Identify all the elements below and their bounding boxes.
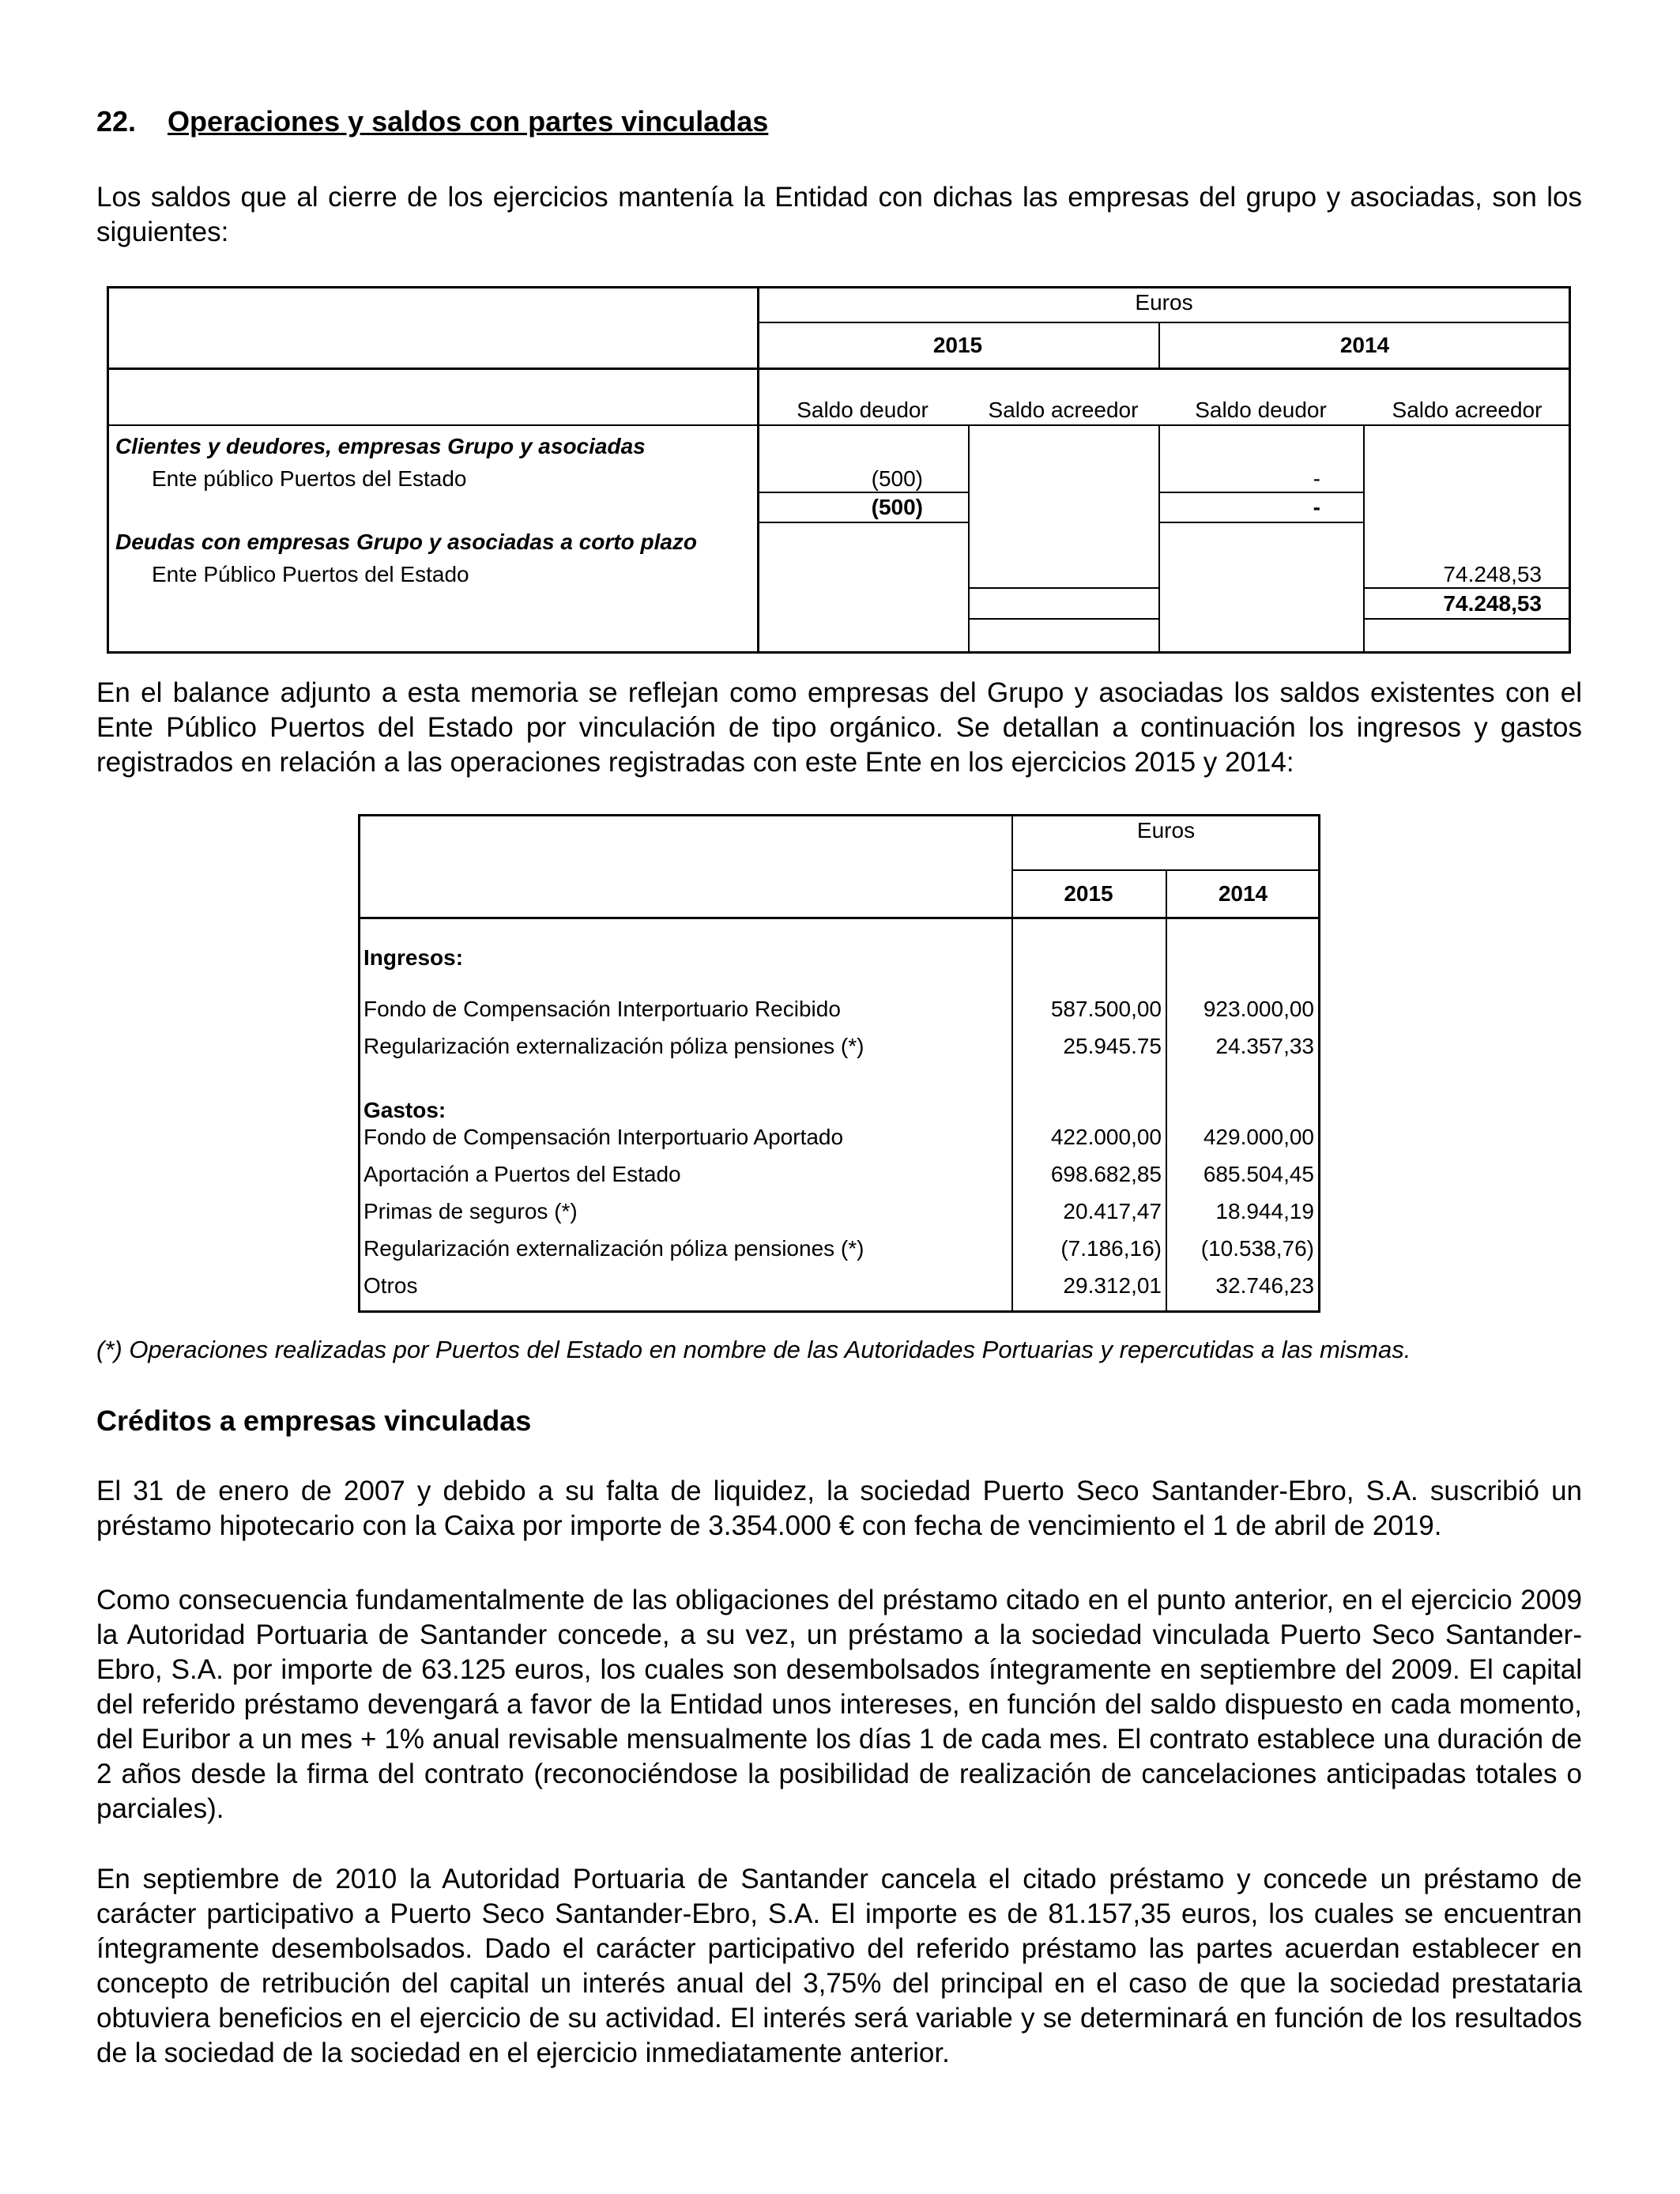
t2-year-2014: 2014	[1218, 881, 1268, 906]
table-row-value: 18.944,19	[1215, 1199, 1314, 1223]
t1-row-label: Ente público Puertos del Estado	[152, 466, 467, 491]
table-row-label: Regularización externalización póliza pensiones (*)	[363, 1236, 864, 1261]
t1-col-header: Saldo deudor	[1195, 398, 1327, 422]
t1-col-header: Saldo acreedor	[1392, 398, 1543, 422]
paragraph: En septiembre de 2010 la Autoridad Portuaria de Santander cancela el citado préstamo y concede un préstamo de carácter participativo a Puerto Seco Santander-Ebro, S.A. El importe es de 81.157,35 euros, los cuales se encuentran íntegramente desembolsados. Dado el carácter participativo del referido préstamo las partes acuerdan establecer en concepto de retribución del capital un interés anual del 3,75% del principal en el caso de que la sociedad prestataria obtuviera beneficios en el ejercicio de su actividad. El interés será variable y se determinará en función de los resultados de la sociedad de la sociedad en el ejercicio inmediatamente anterior.	[96, 1864, 1582, 2068]
table-row-label: Aportación a Puertos del Estado	[363, 1162, 681, 1186]
t1-year-2014: 2014	[1339, 333, 1390, 357]
table-row-label: Otros	[363, 1273, 418, 1298]
table-row-value: (10.538,76)	[1200, 1236, 1314, 1261]
t1-col-header: Saldo acreedor	[988, 398, 1139, 422]
t2-gastos-title: Gastos:	[363, 1098, 446, 1122]
t1-total: -	[1313, 495, 1320, 519]
t1-col-header: Saldo deudor	[797, 398, 929, 422]
t2-ingresos-title: Ingresos:	[363, 945, 464, 970]
table-row-value: 685.504,45	[1203, 1162, 1314, 1186]
paragraph: El 31 de enero de 2007 y debido a su falta de liquidez, la sociedad Puerto Seco Santander-Ebro, S.A. suscribió un préstamo hipotecario con la Caixa por importe de 3.354.000 € con fecha de vencimiento el 1 de abril de 2019.	[96, 1476, 1582, 1541]
t1-currency: Euros	[1135, 290, 1193, 315]
t1-row-label: Ente Público Puertos del Estado	[152, 562, 469, 586]
t1-value: -	[1313, 466, 1320, 491]
table-row-value: 422.000,00	[1050, 1125, 1162, 1149]
t1-section-title: Clientes y deudores, empresas Grupo y asociadas	[115, 434, 646, 458]
table-row-value: (7.186,16)	[1060, 1236, 1162, 1261]
paragraph: Como consecuencia fundamentalmente de las obligaciones del préstamo citado en el punto anterior, en el ejercicio 2009 la Autoridad Portuaria de Santander concede, a su vez, un préstamo a la sociedad vinculada Puerto Seco Santander-Ebro, S.A. por importe de 63.125 euros, los cuales son desembolsados íntegramente en septiembre del 2009. El capital del referido préstamo devengará a favor de la Entidad unos intereses, en función del saldo dispuesto en cada momento, del Euribor a un mes + 1% anual revisable mensualmente los días 1 de cada mes. El contrato establece una duración de 2 años desde la firma del contrato (reconociéndose la posibilidad de realización de cancelaciones anticipadas totales o parciales).	[96, 1585, 1582, 1824]
intro-paragraph: Los saldos que al cierre de los ejercicios mantenía la Entidad con dichas las empresas del grupo y asociadas, son los siguientes:	[96, 182, 1582, 247]
table-row-value: 587.500,00	[1050, 997, 1162, 1021]
section-number: 22.	[96, 105, 137, 138]
t1-year-2015: 2015	[932, 333, 983, 357]
table-row-value: 32.746,23	[1215, 1273, 1314, 1298]
t1-total: 74.248,53	[1443, 591, 1542, 616]
balance-paragraph: En el balance adjunto a esta memoria se reflejan como empresas del Grupo y asociadas los saldos existentes con el Ente Público Puertos del Estado por vinculación de tipo orgánico. Se detallan a continuación los ingresos y gastos registrados en relación a las operaciones registradas con este Ente en los ejercicios 2015 y 2014:	[96, 677, 1582, 778]
t1-value: (500)	[871, 466, 923, 491]
table-row-label: Regularización externalización póliza pensiones (*)	[363, 1034, 864, 1058]
t1-section-title: Deudas con empresas Grupo y asociadas a corto plazo	[115, 530, 698, 554]
table-row-label: Fondo de Compensación Interportuario Aportado	[363, 1125, 844, 1149]
table-row-value: 698.682,85	[1050, 1162, 1162, 1186]
table-row-value: 24.357,33	[1215, 1034, 1314, 1058]
table-row-label: Fondo de Compensación Interportuario Recibido	[363, 997, 841, 1021]
table-row-value: 20.417,47	[1063, 1199, 1162, 1223]
table-row-value: 429.000,00	[1203, 1125, 1314, 1149]
footnote: (*) Operaciones realizadas por Puertos del Estado en nombre de las Autoridades Portuarias y repercutidas a las mismas.	[96, 1336, 1411, 1363]
table-row-label: Primas de seguros (*)	[363, 1199, 578, 1223]
table-row-value: 923.000,00	[1203, 997, 1314, 1021]
table-row-value: 29.312,01	[1063, 1273, 1162, 1298]
creditos-heading: Créditos a empresas vinculadas	[96, 1404, 532, 1437]
section-title: Operaciones y saldos con partes vinculadas	[168, 105, 769, 138]
table-row-value: 25.945.75	[1063, 1034, 1162, 1058]
t1-value: 74.248,53	[1443, 562, 1542, 586]
t2-currency: Euros	[1136, 818, 1196, 843]
t2-year-2015: 2015	[1064, 881, 1113, 906]
t1-total: (500)	[871, 495, 923, 519]
